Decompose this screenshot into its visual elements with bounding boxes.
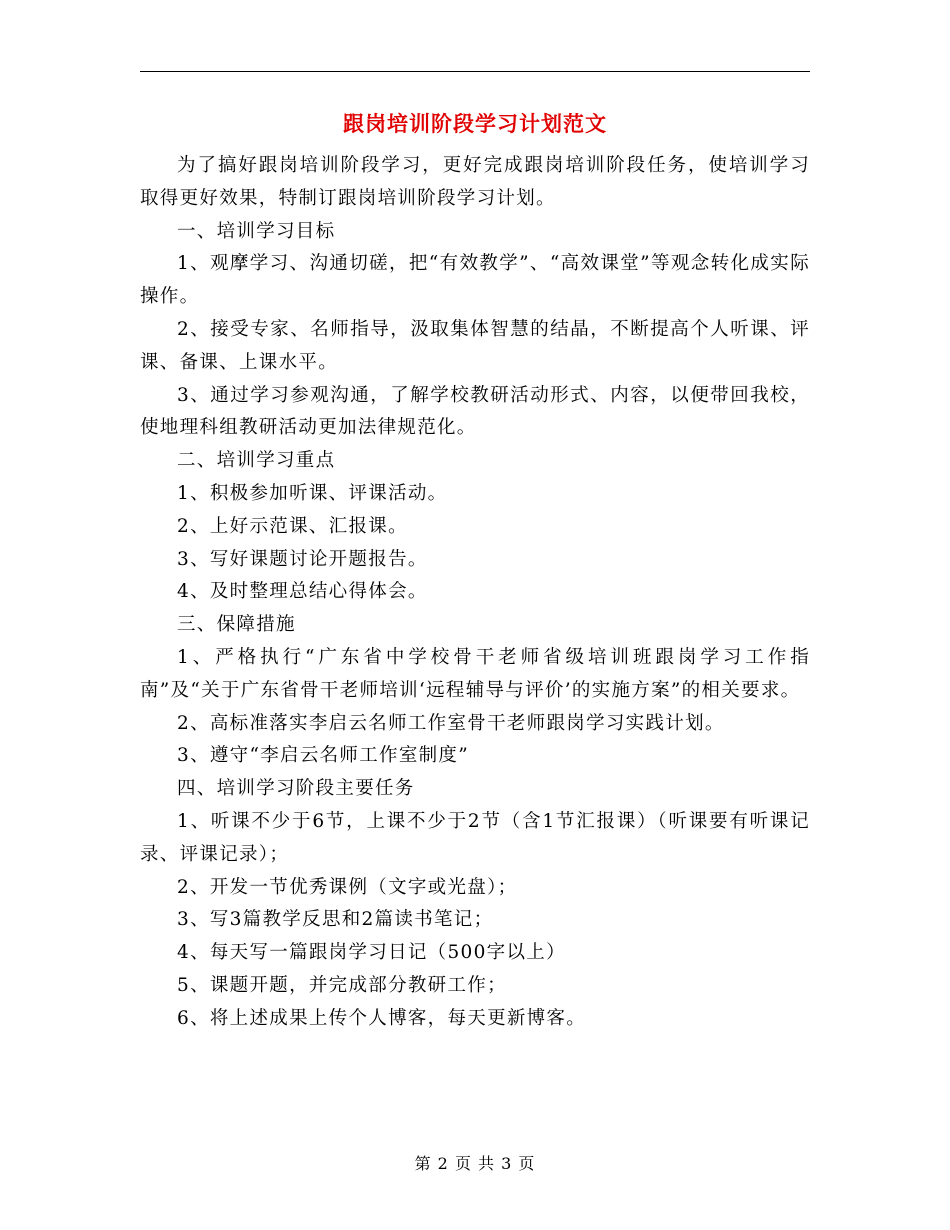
goals-item-3: 3、通过学习参观沟通，了解学校教研活动形式、内容，以便带回我校，使地理科组教研活动更加法律规范化。 <box>140 384 810 439</box>
document-title: 跟岗培训阶段学习计划范文 <box>343 111 607 136</box>
header-rule <box>140 71 810 72</box>
goals-item-2: 2、接受专家、名师指导，汲取集体智慧的结晶，不断提高个人听课、评课、备课、上课水平。 <box>140 318 810 373</box>
tasks-item-2: 2、开发一节优秀课例（文字或光盘）； <box>177 876 518 898</box>
focus-item-1: 1、积极参加听课、评课活动。 <box>177 482 448 504</box>
goals-item-1: 1、观摩学习、沟通切磋，把“有效教学”、“高效课堂”等观念转化成实际操作。 <box>140 253 810 308</box>
page-footer <box>0 1152 950 1176</box>
intro-paragraph: 为了搞好跟岗培训阶段学习，更好完成跟岗培训阶段任务，使培训学习取得更好效果，特制订跟岗培训阶段学习计划。 <box>140 155 810 209</box>
focus-item-2: 2、上好示范课、汇报课。 <box>177 515 408 537</box>
focus-item-4: 4、及时整理总结心得体会。 <box>177 581 428 603</box>
measures-item-3: 3、遵守“李启云名师工作室制度” <box>177 745 469 767</box>
tasks-item-1: 1、听课不少于6节，上课不少于2节（含1节汇报课）（听课要有听课记录、评课记录）； <box>140 810 810 865</box>
tasks-item-3: 3、写3篇教学反思和2篇读书笔记； <box>177 909 494 931</box>
tasks-item-5: 5、课题开题，并完成部分教研工作； <box>177 974 507 996</box>
measures-item-2: 2、高标准落实李启云名师工作室骨干老师跟岗学习实践计划。 <box>177 712 725 734</box>
document-body <box>140 150 810 1036</box>
section-heading-focus: 二、培训学习重点 <box>177 450 336 472</box>
measures-item-1: 1、严格执行“广东省中学校骨干老师省级培训班跟岗学习工作指南”及“关于广东省骨干老师培训‘远程辅导与评价’的实施方案”的相关要求。 <box>140 646 810 701</box>
focus-item-3: 3、写好课题讨论开题报告。 <box>177 548 428 570</box>
tasks-item-4: 4、每天写一篇跟岗学习日记（500字以上） <box>177 942 566 964</box>
page-number-label: 第 2 页 共 3 页 <box>414 1154 536 1173</box>
section-heading-measures: 三、保障措施 <box>177 614 296 636</box>
section-heading-tasks: 四、培训学习阶段主要任务 <box>177 778 415 800</box>
section-heading-goals: 一、培训学习目标 <box>177 220 336 242</box>
tasks-item-6: 6、将上述成果上传个人博客，每天更新博客。 <box>177 1007 587 1029</box>
